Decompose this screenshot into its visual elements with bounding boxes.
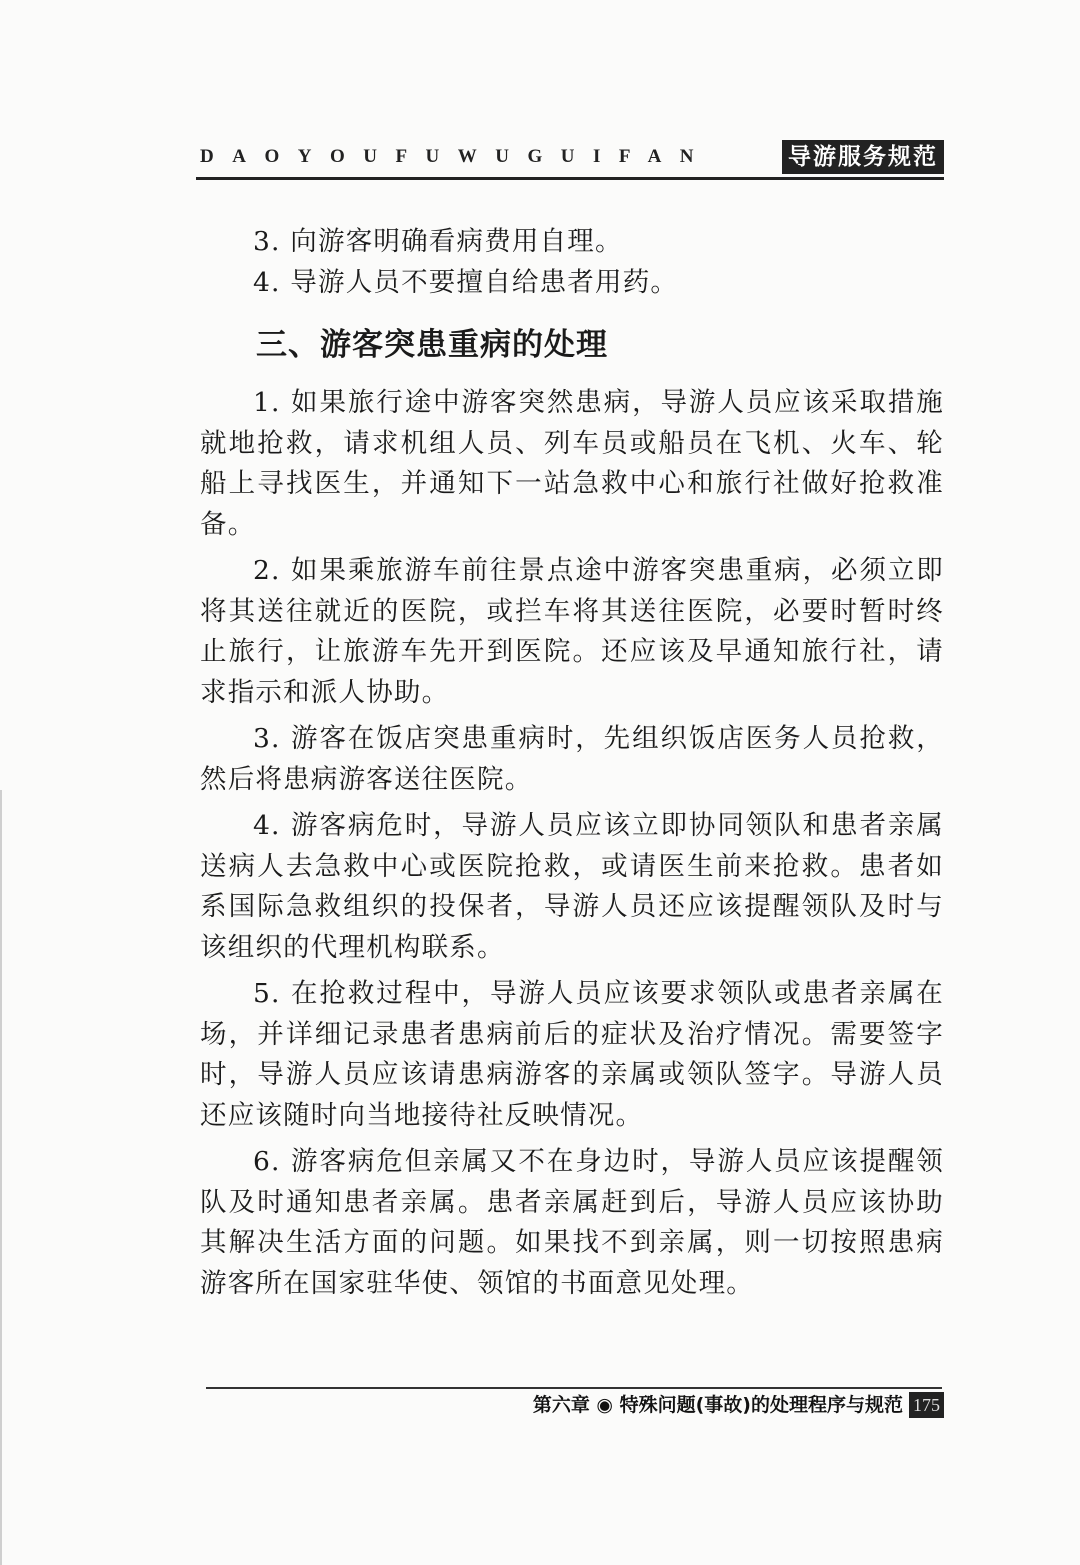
page-number: 175	[909, 1392, 944, 1418]
scan-artifact-line	[0, 790, 2, 1565]
header-book-title: 导游服务规范	[782, 140, 944, 174]
list-item: 4. 导游人员不要擅自给患者用药。	[253, 266, 679, 298]
paragraph: 5. 在抢救过程中，导游人员应该要求领队或患者亲属在场，并详细记录患者患病前后的症状及治疗情况。需要签字时，导游人员应该请患病游客的亲属或领队签字。导游人员还应该随时向当地接待社反映情况。	[200, 978, 944, 1131]
paragraph: 6. 游客病危但亲属又不在身边时，导游人员应该提醒领队及时通知患者亲属。患者亲属赶到后，导游人员应该协助其解决生活方面的问题。如果找不到亲属，则一切按照患病游客所在国家驻华使、领馆的书面意见处理。	[200, 1146, 944, 1299]
paragraph: 2. 如果乘旅游车前往景点途中游客突患重病，必须立即将其送往就近的医院，或拦车将其送往医院，必要时暂时终止旅行，让旅游车先开到医院。还应该及早通知旅行社，请求指示和派人协助。	[200, 555, 944, 708]
running-footer	[533, 1390, 944, 1420]
paragraph: 4. 游客病危时，导游人员应该立即协同领队和患者亲属送病人去急救中心或医院抢救，或请医生前来抢救。患者如系国际急救组织的投保者，导游人员还应该提醒领队及时与该组织的代理机构联系。	[200, 810, 944, 963]
header-rule	[196, 177, 944, 180]
section-title: 三、游客突患重病的处理	[256, 327, 608, 363]
page-body	[200, 222, 944, 1310]
paragraph: 1. 如果旅行途中游客突然患病，导游人员应该采取措施就地抢救，请求机组人员、列车员或船员在飞机、火车、轮船上寻找医生，并通知下一站急救中心和旅行社做好抢救准备。	[200, 387, 944, 540]
footer-chapter: 第六章 ◉ 特殊问题(事故)的处理程序与规范	[532, 1394, 903, 1416]
running-header	[196, 140, 944, 176]
footer-rule	[206, 1387, 942, 1389]
paragraph: 3. 游客在饭店突患重病时，先组织饭店医务人员抢救，然后将患病游客送往医院。	[200, 723, 944, 795]
header-pinyin: DAOYOUFUWUGUIFAN	[200, 146, 713, 167]
list-item: 3. 向游客明确看病费用自理。	[253, 226, 623, 257]
